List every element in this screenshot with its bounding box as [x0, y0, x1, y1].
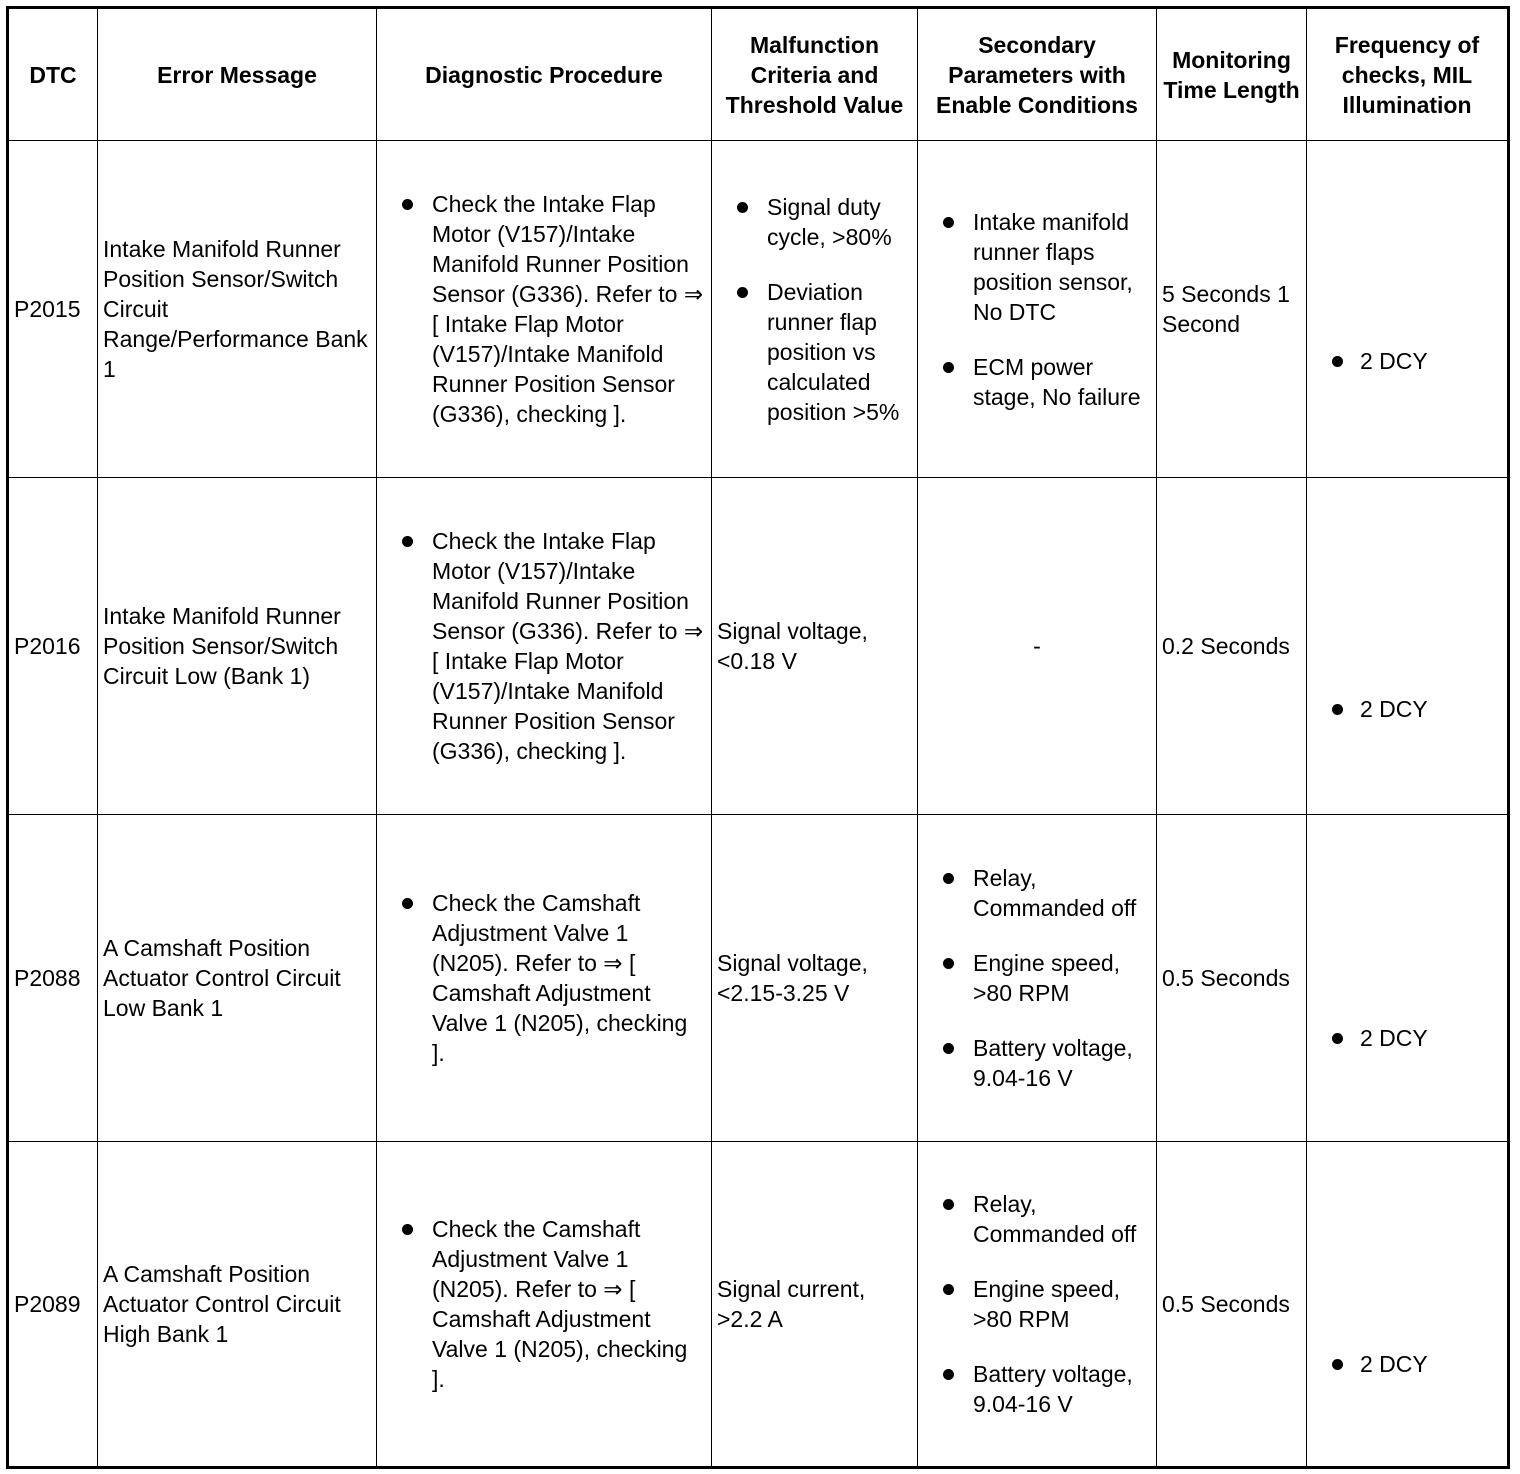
procedure-item: Check the Camshaft Adjustment Valve 1 (N205). Refer to ⇒ [ Camshaft Adjustment Valve 1 (N205), checking ]. [382, 888, 706, 1068]
malfunction-criteria: Signal voltage, <2.15-3.25 V [712, 815, 918, 1142]
header-secondary-parameters: Secondary Parameters with Enable Conditions [918, 8, 1157, 141]
secondary-item: Battery voltage, 9.04-16 V [923, 1033, 1151, 1093]
diagnostic-procedure [377, 1142, 712, 1468]
procedure-item: Check the Camshaft Adjustment Valve 1 (N205). Refer to ⇒ [ Camshaft Adjustment Valve 1 (N205), checking ]. [382, 1214, 706, 1394]
dtc-code: P2016 [8, 478, 98, 815]
dtc-code: P2089 [8, 1142, 98, 1468]
malfunction-item: Signal duty cycle, >80% [717, 192, 912, 252]
monitoring-time: 0.2 Seconds [1157, 478, 1307, 815]
error-message: Intake Manifold Runner Position Sensor/Switch Circuit Range/Performance Bank 1 [98, 141, 377, 478]
diagnostic-procedure [377, 141, 712, 478]
table-row [8, 141, 1509, 478]
mil-item: 2 DCY [1312, 1023, 1502, 1053]
procedure-item: Check the Intake Flap Motor (V157)/Intake Manifold Runner Position Sensor (G336). Refer to ⇒ [ Intake Flap Motor (V157)/Intake Manifold Runner Position Sensor (G336), checking ]. [382, 189, 706, 429]
monitoring-time: 5 Seconds 1 Second [1157, 141, 1307, 478]
malfunction-criteria: Signal current, >2.2 A [712, 1142, 918, 1468]
malfunction-criteria: Signal voltage, <0.18 V [712, 478, 918, 815]
table-row [8, 815, 1509, 1142]
header-diagnostic-procedure: Diagnostic Procedure [377, 8, 712, 141]
secondary-item: Battery voltage, 9.04-16 V [923, 1359, 1151, 1419]
secondary-item: Intake manifold runner flaps position sensor, No DTC [923, 207, 1151, 327]
mil-item: 2 DCY [1312, 346, 1502, 376]
diagnostic-procedure [377, 478, 712, 815]
dtc-table [6, 6, 1510, 1469]
malfunction-criteria [712, 141, 918, 478]
error-message: A Camshaft Position Actuator Control Circuit Low Bank 1 [98, 815, 377, 1142]
error-message: Intake Manifold Runner Position Sensor/Switch Circuit Low (Bank 1) [98, 478, 377, 815]
secondary-item: Engine speed, >80 RPM [923, 948, 1151, 1008]
dtc-code: P2015 [8, 141, 98, 478]
secondary-item: Engine speed, >80 RPM [923, 1274, 1151, 1334]
monitoring-time: 0.5 Seconds [1157, 1142, 1307, 1468]
header-error-message: Error Message [98, 8, 377, 141]
frequency-mil [1307, 1142, 1509, 1468]
procedure-item: Check the Intake Flap Motor (V157)/Intake Manifold Runner Position Sensor (G336). Refer to ⇒ [ Intake Flap Motor (V157)/Intake Manifold Runner Position Sensor (G336), checking ]. [382, 526, 706, 766]
frequency-mil [1307, 141, 1509, 478]
mil-item: 2 DCY [1312, 694, 1502, 724]
secondary-item: ECM power stage, No failure [923, 352, 1151, 412]
secondary-parameters: - [918, 478, 1157, 815]
secondary-item: Relay, Commanded off [923, 1189, 1151, 1249]
frequency-mil [1307, 478, 1509, 815]
header-monitoring-time: Monitoring Time Length [1157, 8, 1307, 141]
header-row [8, 8, 1509, 141]
secondary-item: Relay, Commanded off [923, 863, 1151, 923]
frequency-mil [1307, 815, 1509, 1142]
mil-item: 2 DCY [1312, 1349, 1502, 1379]
diagnostic-procedure [377, 815, 712, 1142]
monitoring-time: 0.5 Seconds [1157, 815, 1307, 1142]
header-malfunction-criteria: Malfunction Criteria and Threshold Value [712, 8, 918, 141]
table-row [8, 478, 1509, 815]
error-message: A Camshaft Position Actuator Control Circuit High Bank 1 [98, 1142, 377, 1468]
table-row [8, 1142, 1509, 1468]
secondary-parameters [918, 141, 1157, 478]
malfunction-item: Deviation runner flap position vs calculated position >5% [717, 277, 912, 427]
secondary-parameters [918, 815, 1157, 1142]
header-dtc: DTC [8, 8, 98, 141]
header-frequency-mil: Frequency of checks, MIL Illumination [1307, 8, 1509, 141]
dtc-code: P2088 [8, 815, 98, 1142]
secondary-parameters [918, 1142, 1157, 1468]
